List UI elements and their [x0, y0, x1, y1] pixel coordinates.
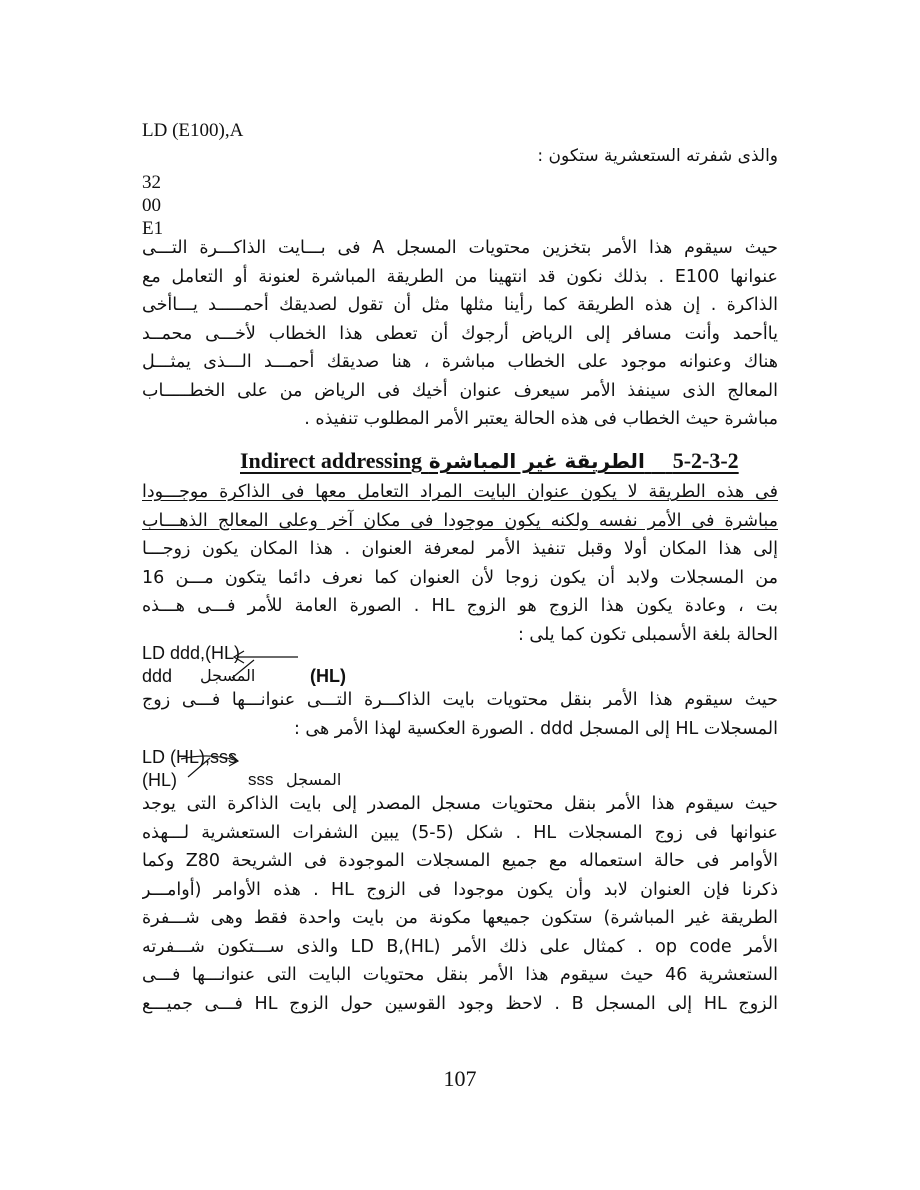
paragraph-line: من المسجلات ولابد أن يكون زوجا لأن العنوان كما نعرف دائما يتكون مـــن 16 [142, 567, 778, 588]
hex-code-2: 00 [142, 195, 161, 216]
paragraph-line: فى هذه الطريقة لا يكون عنوان البايت المراد التعامل معها فى الذاكرة موجـــودا [142, 482, 778, 502]
label-register-word: المسجل [286, 770, 342, 789]
paragraph-line: إلى هذا المكان أولا وقبل تنفيذ الأمر لمعرفة العنوان . هذا المكان يكون زوجـــا [142, 539, 778, 559]
section-number: 5-2-3-2 [672, 448, 739, 473]
label-register-word: المسجل [200, 666, 256, 685]
paragraph-line: المسجلات HL إلى المسجل ddd . الصورة العكسية لهذا الأمر هى : [293, 718, 778, 739]
section-title-english: Indirect addressing [240, 448, 422, 473]
paragraph-line: الذاكرة . إن هذه الطريقة كما رأينا مثلها مثل أن تقول لصديقك أحمـــــد يـــاأخى [142, 295, 778, 315]
paragraph-ld-ddd [142, 686, 778, 743]
paragraph-line: هناك وعنوانه موجود على الخطاب مباشرة ، هنا صديقك أحمـــد الـــذى يمثـــل [142, 352, 778, 372]
paragraph-line: الطريقة غير المباشرة) ستكون جميعها مكونة من بايت واحدة فقط وهى شـــفرة [142, 908, 778, 928]
paragraph-line: بت ، وعادة يكون هذا الزوج هو الزوج HL . الصورة العامة للأمر فـــى هـــذه [142, 596, 778, 616]
paragraph-line: الستعشرية 46 حيث سيقوم هذا الأمر بنقل محتويات البايت التى عنوانـــها فـــى [142, 965, 778, 985]
paragraph-line: ياأحمد وأنت مسافر إلى الرياض أرجوك أن تعطى هذا الخطاب لأخـــى محمــد [142, 323, 778, 344]
label-ddd: ddd [142, 666, 173, 686]
label-hl: (HL) [142, 770, 177, 790]
paragraph-indirect-addressing [142, 478, 778, 649]
paragraph-line: الأمر op code . كمثال على ذلك الأمر LD B,(HL) والذى ســـتكون شـــفرته [142, 936, 778, 957]
hex-code-3: E1 [142, 218, 164, 239]
paragraph-line: مباشرة حيث الخطاب فى هذه الحالة يعتبر الأمر المطلوب تنفيذه . [304, 409, 778, 429]
paragraph-line: عنوانها فى زوج المسجلات HL . شكل (5-5) يبين الشفرات الستعشرية لـــهذه [142, 822, 778, 843]
paragraph-line: مباشرة فى الأمر نفسه ولكنه يكون موجودا فى مكان آخر وعلى المعالج الذهـــاب [142, 510, 778, 531]
section-title-arabic: الطريقة غير المباشرة [428, 449, 645, 473]
paragraph-line: الأوامر فى حالة استعماله مع جميع المسجلات الموجودة فى الشريحة Z80 وكما [142, 851, 778, 871]
paragraph-line: الحالة بلغة الأسمبلى تكون كما يلى : [517, 624, 778, 645]
intro-line: والذى شفرته الستعشرية ستكون : [537, 146, 778, 166]
code-line-ld-hl-sss: LD (HL),sss [142, 747, 238, 767]
paragraph-line: الزوج HL إلى المسجل B . لاحظ وجود القوسين حول الزوج HL فـــى جميـــع [142, 993, 778, 1014]
paragraph-line: حيث سيقوم هذا الأمر بتخزين محتويات المسجل A فى بـــايت الذاكـــرة التـــى [142, 238, 778, 258]
paragraph-direct-addressing [142, 234, 778, 434]
paragraph-ld-sss [142, 790, 778, 1018]
code-line-ld-ddd-hl: LD ddd,(HL) [142, 643, 241, 663]
page-number: 107 [443, 1066, 477, 1091]
paragraph-line: ذكرنا فإن العنوان لابد وأن يكون موجودا فى الزوج HL . هذه الأوامر (أوامـــر [142, 879, 778, 900]
paragraph-line: حيث سيقوم هذا الأمر بنقل محتويات مسجل المصدر إلى بايت الذاكرة التى يوجد [142, 794, 778, 814]
code-line-ld-e100: LD (E100),A [142, 120, 244, 141]
label-hl: (HL) [310, 666, 346, 686]
paragraph-line: المعالج الذى سينفذ الأمر سيعرف عنوان أخيك فى الرياض من على الخطـــــاب [142, 380, 778, 401]
label-sss: sss [248, 770, 274, 789]
paragraph-line: عنوانها E100 . بذلك نكون قد انتهينا من الطريقة المباشرة لعنونة أو التعامل مع [142, 266, 778, 287]
section-heading [240, 448, 778, 478]
paragraph-line: حيث سيقوم هذا الأمر بنقل محتويات بايت الذاكـــرة التـــى عنوانـــها فـــى زوج [142, 690, 778, 710]
hex-code-1: 32 [142, 172, 161, 193]
